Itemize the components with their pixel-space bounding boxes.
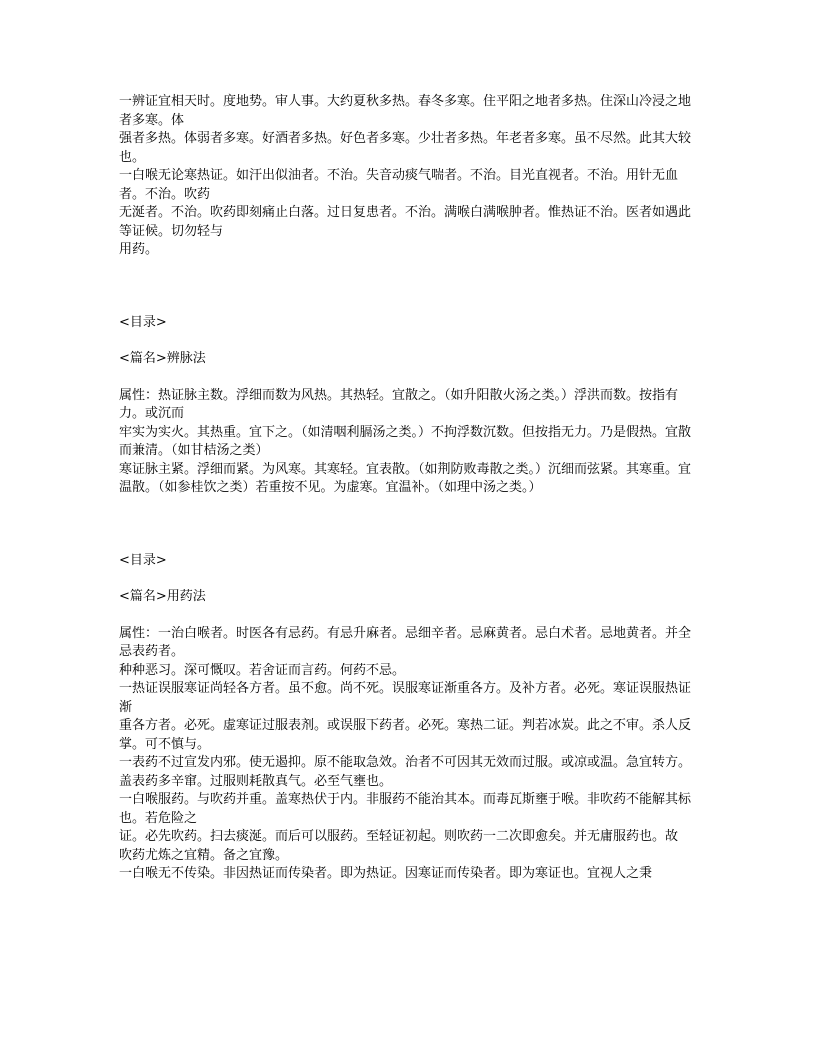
paragraph-line: 强者多热。体弱者多寒。好酒者多热。好色者多寒。少壮者多热。年老者多寒。虽不尽然。此其大较也。: [119, 131, 692, 165]
paragraph-line: 寒证脉主紧。浮细而紧。为风寒。其寒轻。宜表散。（如荆防败毒散之类。）沉细而弦紧。其寒重。宜: [119, 461, 692, 477]
paragraph-line: 无涎者。不治。吹药即刻痛止白落。过日复患者。不治。满喉白满喉肿者。惟热证不治。医者如遇此等证候。切勿轻与: [119, 205, 692, 239]
paragraph-line: 属性：热证脉主数。浮细而数为风热。其热轻。宜散之。（如升阳散火汤之类。）浮洪而数。按指有力。或沉而: [119, 387, 679, 421]
paragraph-line: 一白喉无不传染。非因热证而传染者。即为热证。因寒证而传染者。即为寒证也。宜视人之秉: [119, 866, 653, 881]
paragraph-line: 一辨证宜相天时。度地势。审人事。大约夏秋多热。春冬多寒。住平阳之地者多热。住深山冷浸之地者多寒。体: [119, 94, 692, 128]
paragraph-line: 吹药尤炼之宜精。备之宜豫。: [119, 847, 289, 863]
paragraph-line: 属性：一治白喉者。时医各有忌药。有忌升麻者。忌细辛者。忌麻黄者。忌白术者。忌地黄者。并全忌表药者。: [119, 625, 692, 659]
paragraph-line: 用药。: [119, 242, 159, 257]
paragraph-line: 种种恶习。深可慨叹。若舍证而言药。何药不忌。: [119, 662, 406, 678]
paragraph-line: 一白喉无论寒热证。如汗出似油者。不治。失音动痰气喘者。不治。目光直视者。不治。用针无血者。不治。吹药: [119, 168, 679, 202]
toc-link[interactable]: <目录>: [119, 314, 167, 330]
paragraph-line: 盖表药多辛窜。过服则耗散真气。必至气壅也。: [119, 773, 393, 789]
section-medication-method: [119, 552, 699, 884]
paragraph-line: 重各方者。必死。虚寒证过服表剂。或误服下药者。必死。寒热二证。判若冰炭。此之不审。杀人反掌。可不慎与。: [119, 718, 692, 752]
document-page: [119, 93, 699, 884]
section-pulse-method: [119, 314, 699, 498]
toc-link[interactable]: <目录>: [119, 552, 167, 568]
paragraph-line: 而兼清。（如甘桔汤之类）: [119, 443, 269, 458]
paragraph-line: 温散。（如参桂饮之类）若重按不见。为虚寒。宜温补。（如理中汤之类。）: [119, 480, 542, 495]
paragraph-line: 牢实为实火。其热重。宜下之。（如清咽利膈汤之类。）不拘浮数沉数。但按指无力。乃是假热。宜散: [119, 424, 692, 440]
section-title: <篇名>用药法: [119, 589, 206, 604]
section-title: <篇名>辨脉法: [119, 351, 206, 366]
paragraph-line: 一白喉服药。与吹药并重。盖寒热伏于内。非服药不能治其本。而毒瓦斯壅于喉。非吹药不能解其标也。若危险之: [119, 792, 692, 826]
section-diagnosis-principles: [119, 93, 699, 260]
paragraph-line: 证。必先吹药。扫去痰涎。而后可以服药。至轻证初起。则吹药一二次即愈矣。并无庸服药也。故: [119, 829, 679, 844]
paragraph-line: 一表药不过宣发内邪。使无遏抑。原不能取急效。治者不可因其无效而过服。或凉或温。急宜转方。: [119, 755, 692, 770]
paragraph-line: 一热证误服寒证尚轻各方者。虽不愈。尚不死。误服寒证渐重各方。及补方者。必死。寒证误服热证渐: [119, 681, 692, 715]
